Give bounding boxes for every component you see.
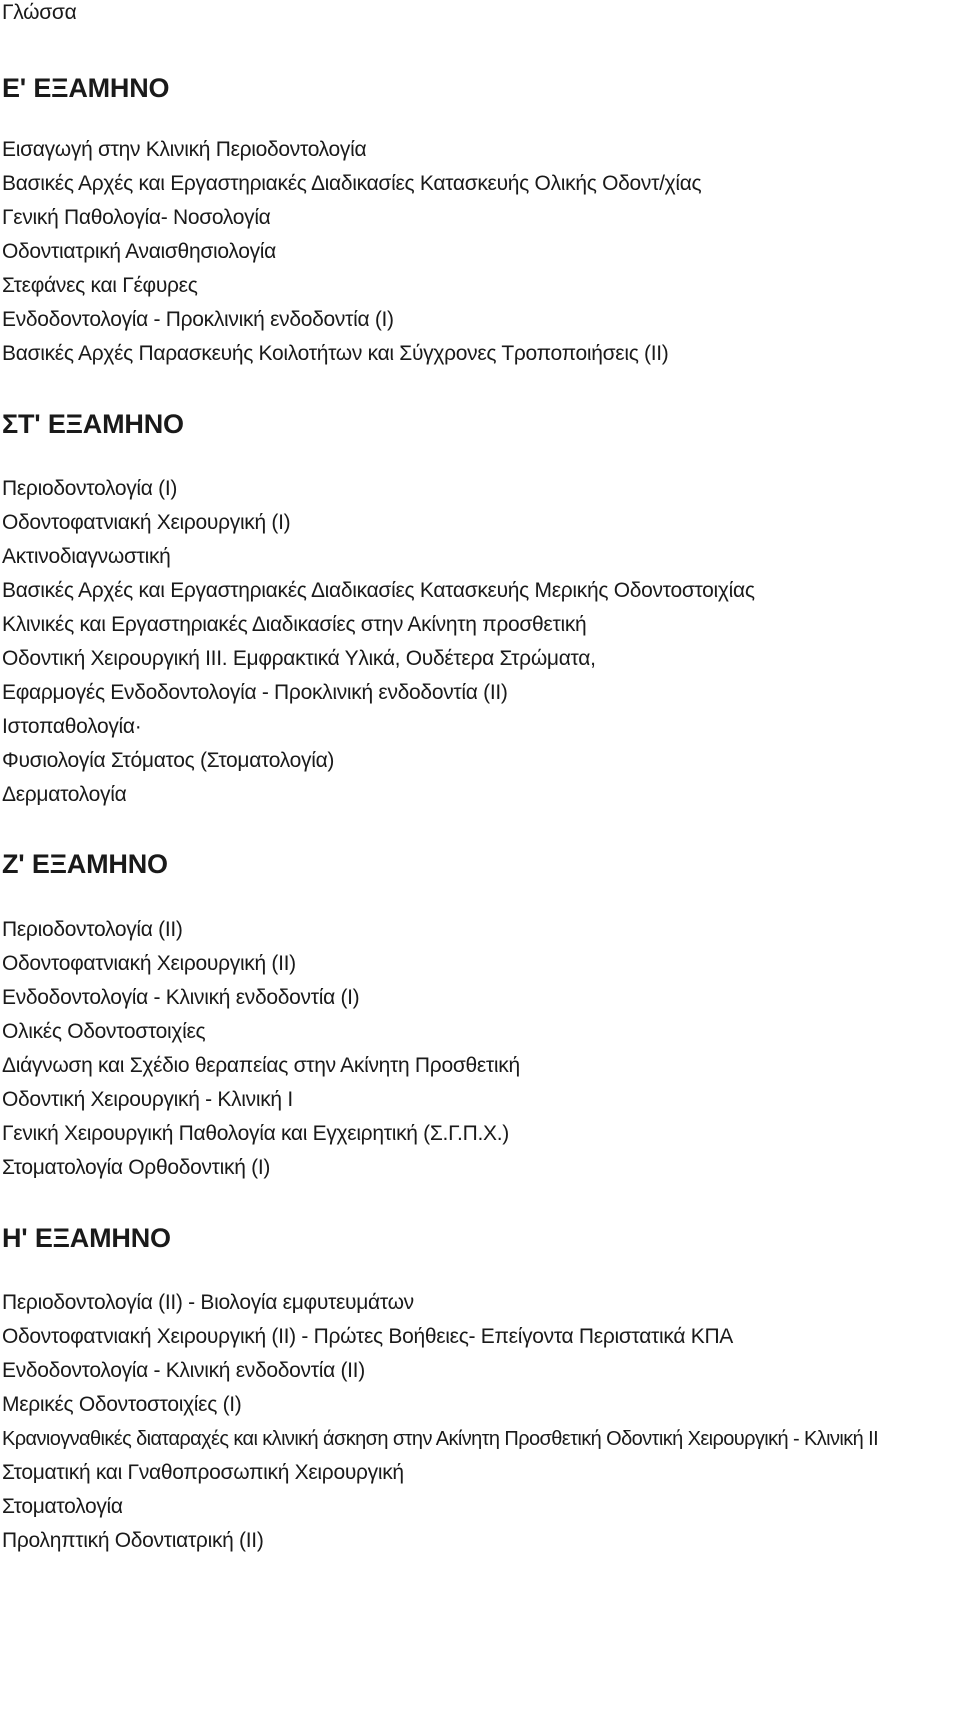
- course-item: Στοματική και Γναθοπροσωπική Χειρουργική: [2, 1461, 404, 1484]
- course-item: Γενική Χειρουργική Παθολογία και Εγχειρητική (Σ.Γ.Π.Χ.): [2, 1122, 509, 1145]
- course-item: Στεφάνες και Γέφυρες: [2, 274, 198, 297]
- course-item: Προληπτική Οδοντιατρική (ΙΙ): [2, 1529, 264, 1552]
- course-item: Διάγνωση και Σχέδιο θεραπείας στην Ακίνητη Προσθετική: [2, 1054, 520, 1077]
- semester-heading-st: ΣΤ' ΕΞΑΜΗΝΟ: [2, 409, 184, 439]
- course-item: Εφαρμογές Ενδοδοντολογία - Προκλινική ενδοδοντία (ΙΙ): [2, 681, 508, 704]
- course-item: Ακτινοδιαγνωστική: [2, 545, 171, 568]
- semester-heading-h: Η' ΕΞΑΜΗΝΟ: [2, 1223, 171, 1253]
- course-item: Οδοντοφατνιακή Χειρουργική (ΙΙ) - Πρώτες Βοήθειες- Επείγοντα Περιστατικά ΚΠΑ: [2, 1325, 734, 1348]
- semester-heading-e: Ε' ΕΞΑΜΗΝΟ: [2, 73, 170, 103]
- course-item: Περιοδοντολογία (ΙΙ): [2, 918, 183, 941]
- course-item: Κλινικές και Εργαστηριακές Διαδικασίες στην Ακίνητη προσθετική: [2, 613, 587, 636]
- course-item: Στοματολογία: [2, 1495, 123, 1518]
- course-item: Οδοντική Χειρουργική - Κλινική Ι: [2, 1088, 293, 1111]
- top-label: Γλώσσα: [2, 1, 77, 24]
- course-item: Οδοντική Χειρουργική ΙΙΙ. Εμφρακτικά Υλικά, Ουδέτερα Στρώματα,: [2, 647, 596, 670]
- course-item: Δερματολογία: [2, 783, 127, 806]
- course-item: Μερικές Οδοντοστοιχίες (Ι): [2, 1393, 242, 1416]
- course-item: Περιοδοντολογία (Ι): [2, 477, 178, 500]
- course-item: Οδοντοφατνιακή Χειρουργική (Ι): [2, 511, 291, 534]
- course-item: Κρανιογναθικές διαταραχές και κλινική άσκηση στην Ακίνητη Προσθετική Οδοντική Χειρουργική - Κλινική ΙΙ: [2, 1428, 879, 1450]
- course-item: Οδοντοφατνιακή Χειρουργική (ΙΙ): [2, 952, 296, 975]
- course-item: Ιστοπαθολογία·: [2, 715, 142, 738]
- course-item: Φυσιολογία Στόματος (Στοματολογία): [2, 749, 335, 772]
- course-item: Στοματολογία Ορθοδοντική (Ι): [2, 1156, 271, 1179]
- course-item: Περιοδοντολογία (ΙΙ) - Βιολογία εμφυτευμάτων: [2, 1291, 414, 1314]
- course-item: Εισαγωγή στην Κλινική Περιοδοντολογία: [2, 138, 367, 161]
- course-item: Γενική Παθολογία- Νοσολογία: [2, 206, 271, 229]
- course-item: Βασικές Αρχές και Εργαστηριακές Διαδικασίες Κατασκευής Ολικής Οδοντ/χίας: [2, 172, 702, 195]
- course-item: Ενδοδοντολογία - Προκλινική ενδοδοντία (Ι): [2, 308, 394, 331]
- course-item: Ενδοδοντολογία - Κλινική ενδοδοντία (ΙΙ): [2, 1359, 365, 1382]
- course-item: Βασικές Αρχές και Εργαστηριακές Διαδικασίες Κατασκευής Μερικής Οδοντοστοιχίας: [2, 579, 755, 602]
- course-item: Οδοντιατρική Αναισθησιολογία: [2, 240, 276, 263]
- semester-heading-z: Ζ' ΕΞΑΜΗΝΟ: [2, 849, 168, 879]
- course-item: Ενδοδοντολογία - Κλινική ενδοδοντία (Ι): [2, 986, 360, 1009]
- course-item: Βασικές Αρχές Παρασκευής Κοιλοτήτων και Σύγχρονες Τροποποιήσεις (ΙΙ): [2, 342, 669, 365]
- course-item: Ολικές Οδοντοστοιχίες: [2, 1020, 206, 1043]
